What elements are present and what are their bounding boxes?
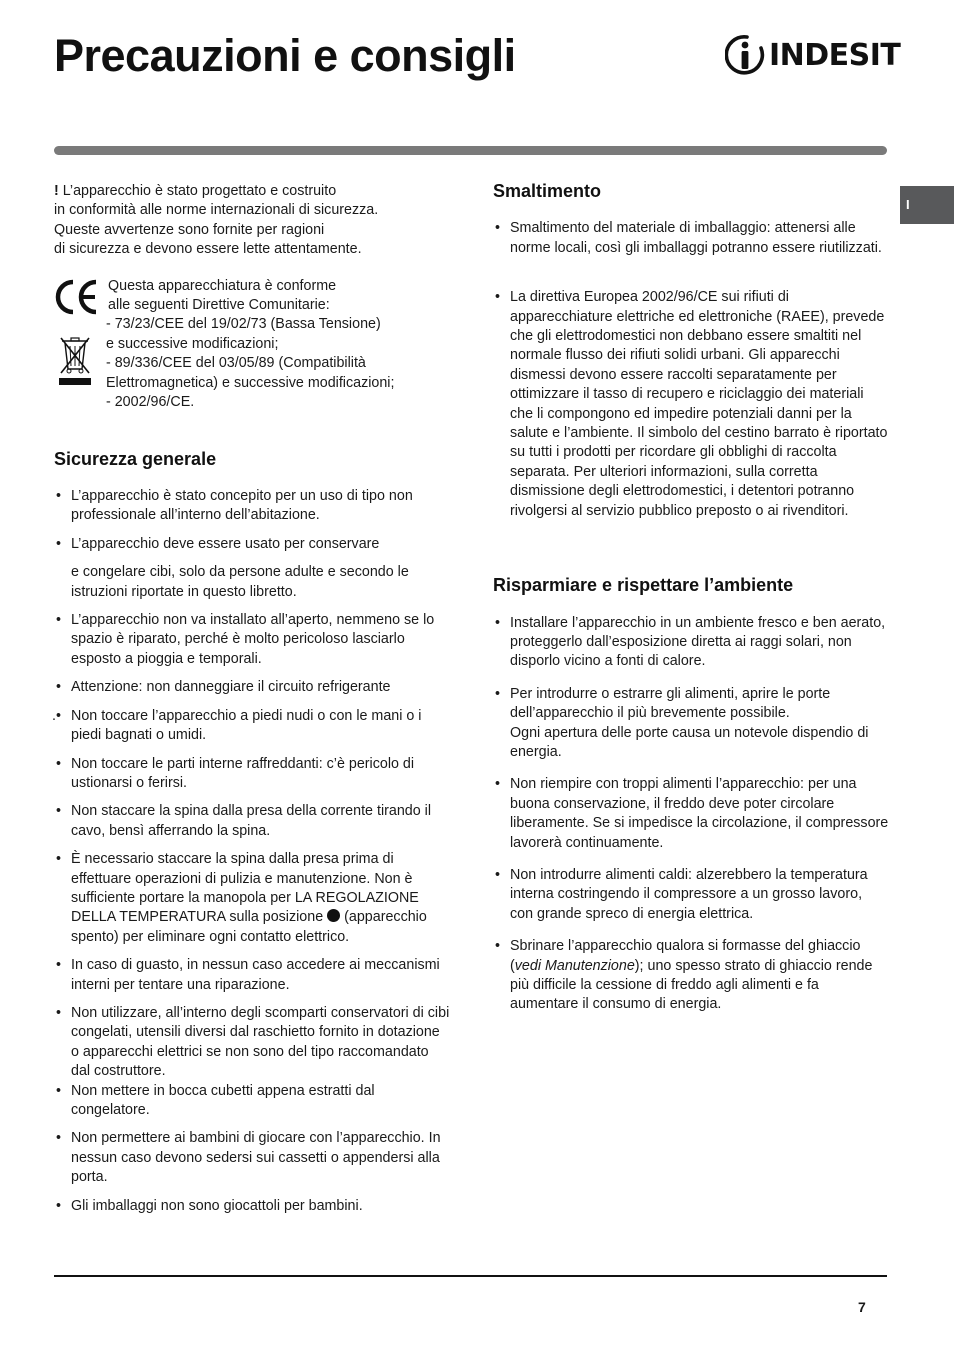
risparmiare-list [493, 614, 889, 1015]
list-item: • Non riempire con troppi alimenti l’apparecchio: per una buona conservazione, il freddo deve poter circolare liberamente. Se si impedisce la circolazione, il compressore lavorerà continuamente. [495, 776, 889, 851]
logo-i-icon [725, 34, 765, 76]
list-item: . • Non toccare l’apparecchio a piedi nudi o con le mani o i piedi bagnati o umidi. [52, 707, 422, 744]
warning-mark: ! [54, 183, 59, 199]
conformity-line: - 2002/96/CE. [106, 394, 195, 411]
conformity-line: - 73/23/CEE del 19/02/73 (Bassa Tensione) [106, 316, 381, 333]
list-item: • Non mettere in bocca cubetti appena estratti dal congelatore. [56, 1082, 375, 1118]
page-title: Precauzioni e consigli [54, 30, 516, 81]
conformity-line: e successive modificazioni; [106, 335, 279, 352]
conformity-block [54, 279, 450, 417]
conformity-line: Questa apparecchiatura è conforme [108, 277, 337, 294]
list-item: • La direttiva Europea 2002/96/CE sui rifiuti di apparecchiature elettriche ed elettroniche (RAEE), prevede che gli elettrodomestici non debbano essere smaltiti nel normale flusso dei rifiuti solidi urbani. Gli apparecchi dismessi devono essere raccolti separatamente per ottimizzare il tasso di recupero e riciclaggio dei materiali che li compongono ed impedire potenziali danni per la salute e l’ambiente. Il simbolo del cestino barrato è riportato su tutti i prodotti per ricordare gli obblighi di raccolta separata. Per ulteriori informazioni, sulla corretta dismissione degli elettrodomestici, i detentori potranno rivolgersi al servizio pubblico preposto o ai rivenditori. [495, 289, 888, 519]
list-item: • Installare l’apparecchio in un ambiente fresco e ben aerato, proteggerlo dall’esposizione diretta ai raggi solari, non disporlo vicino a fonti di calore. [495, 614, 886, 670]
list-item: • Non staccare la spina dalla presa della corrente tirando il cavo, bensì afferrando la spina. [56, 803, 432, 839]
list-item: • L’apparecchio è stato concepito per un uso di tipo non professionale all’interno dell’abitazione. [56, 488, 413, 524]
list-item: • Non toccare le parti interne raffreddanti: c’è pericolo di ustionarsi o ferirsi. [56, 755, 415, 791]
ce-mark-icon [54, 279, 100, 315]
list-item: • Smaltimento del materiale di imballaggio: attenersi alle norme locali, così gli imballaggi potranno essere riutilizzati. [495, 220, 882, 256]
page-number: 7 [858, 1299, 866, 1315]
list-item: • È necessario staccare la spina dalla presa prima di effettuare operazioni di pulizia e manutenzione. Non è sufficiente portare la manopola per LA REGOLAZIONE DELLA TEMPERATURA sulla posizione (apparecchio spento) per eliminare ogni contatto elettrico. [56, 851, 427, 945]
section-heading-risparmiare: Risparmiare e rispettare l’ambiente [493, 575, 794, 596]
conformity-line: alle seguenti Direttive Comunitarie: [108, 297, 330, 314]
list-item-continuation: e congelare cibi, solo da persone adulte e secondo le istruzioni riportate in questo libretto. [71, 564, 409, 600]
sicurezza-list [54, 487, 450, 1216]
list-item: • Non permettere ai bambini di giocare con l’apparecchio. In nessun caso devono sedersi sui cassetti o appendersi alla porta. [56, 1130, 441, 1186]
list-item: • In caso di guasto, in nessun caso accedere ai meccanismi interni per tentare una riparazione. [56, 957, 440, 993]
list-item: • Gli imballaggi non sono giocattoli per bambini. [56, 1197, 363, 1214]
section-heading-sicurezza: Sicurezza generale [54, 448, 217, 469]
smaltimento-list [493, 219, 889, 521]
list-item: • Sbrinare l’apparecchio qualora si formasse del ghiaccio (vedi Manutenzione); uno spesso strato di ghiaccio rende più difficile la cessione di freddo agli alimenti e fa aumentare il consumo di energia. [495, 938, 873, 1013]
intro-line: di sicurezza e devono essere lette attentamente. [54, 241, 362, 258]
list-item: • Attenzione: non danneggiare il circuito refrigerante [56, 679, 391, 696]
conformity-line: - 89/336/CEE del 03/05/89 (Compatibilità [106, 355, 366, 372]
intro-line: L’apparecchio è stato progettato e costruito [58, 183, 337, 199]
off-position-icon [327, 909, 340, 922]
conformity-line: Elettromagnetica) e successive modificazioni; [106, 374, 395, 391]
left-column [54, 182, 450, 1216]
list-item: • Non utilizzare, all’interno degli scomparti conservatori di cibi congelati, utensili diversi dal raschietto fornito in dotazione o apparecchi elettrici se non sono del tipo raccomandato dal costruttore. [56, 1004, 450, 1080]
right-column [493, 182, 889, 1015]
header-rule [54, 146, 887, 155]
intro-paragraph [54, 182, 450, 260]
indesit-logo [725, 34, 901, 76]
conformity-text [106, 277, 456, 413]
list-item: • L’apparecchio deve essere usato per conservare [56, 535, 380, 552]
logo-wordmark: INDESIT [769, 38, 901, 73]
list-item: • Non introdurre alimenti caldi: alzerebbero la temperatura interna costringendo il compressore a un grosso lavoro, con grande spreco di energia elettrica. [495, 866, 868, 922]
cross-reference: vedi Manutenzione [514, 957, 635, 974]
list-item: • Per introdurre o estrarre gli alimenti, aprire le porte dell’apparecchio il più brevemente possibile. Ogni apertura delle porte causa un notevole dispendio di energia. [495, 685, 869, 760]
footer-rule [54, 1275, 887, 1277]
list-item: • L’apparecchio non va installato all’aperto, nemmeno se lo spazio è riparato, perché è molto pericoloso lasciarlo esposto a pioggia e temporali. [56, 612, 435, 667]
section-heading-smaltimento: Smaltimento [493, 181, 602, 201]
crossed-bin-icon [58, 335, 92, 387]
language-tab-label: I [906, 197, 910, 212]
language-tab [900, 186, 954, 224]
intro-line: Queste avvertenze sono fornite per ragioni [54, 221, 325, 238]
intro-line: in conformità alle norme internazionali di sicurezza. [54, 202, 379, 219]
